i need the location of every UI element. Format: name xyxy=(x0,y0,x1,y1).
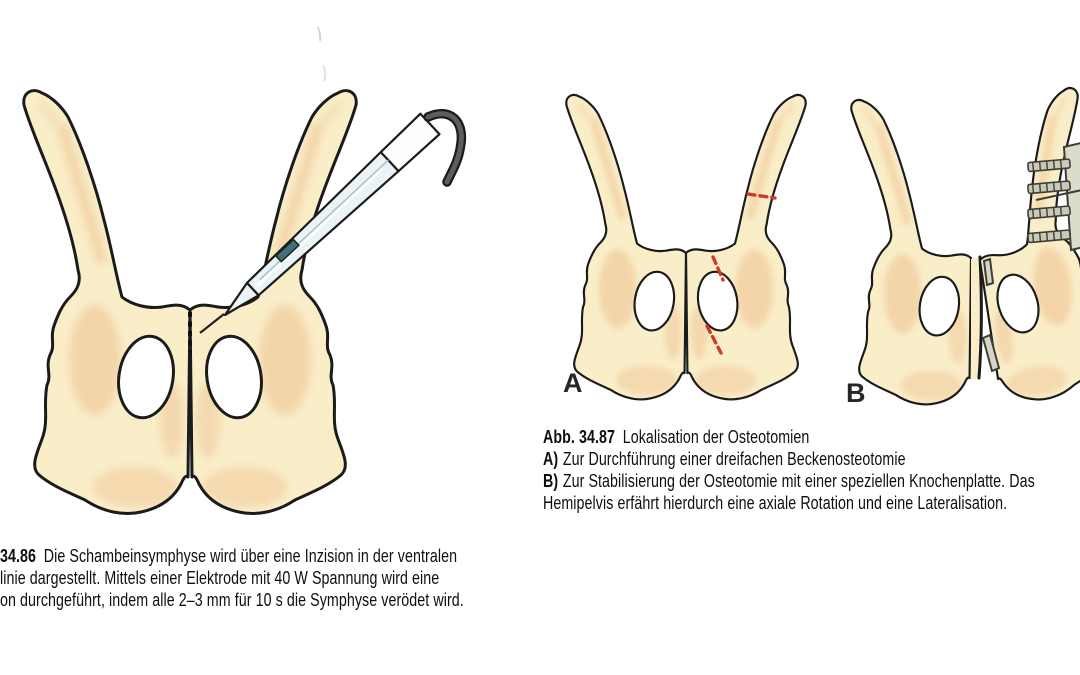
figure-34-86-illustration xyxy=(0,25,480,545)
panel-label-b: B xyxy=(846,378,866,408)
item-b-label: B) xyxy=(543,470,559,491)
figure-34-87-caption xyxy=(543,426,1080,514)
item-a-text: Zur Durchführung einer dreifachen Beckenosteotomie xyxy=(562,448,906,469)
caption-item-a xyxy=(543,448,956,470)
caption-number: Abb. 34.87 xyxy=(543,426,616,447)
pelvis-b-illustration xyxy=(851,87,1080,405)
item-a-label: A) xyxy=(543,448,559,469)
bone-screw xyxy=(1028,159,1071,172)
pelvis-a-illustration xyxy=(566,95,805,399)
caption-line xyxy=(543,426,956,448)
electrode-cable xyxy=(428,114,461,182)
caption-line xyxy=(0,545,458,567)
pelvis-b-left-half xyxy=(851,100,971,404)
pelvis-ventral-illustration xyxy=(24,91,357,514)
caption-title: Lokalisation der Osteotomien xyxy=(622,426,810,447)
caption-item-b xyxy=(543,470,1035,492)
pelvis-right-half xyxy=(190,91,356,514)
panel-label-a: A xyxy=(563,368,583,398)
caption-number: 34.86 xyxy=(0,545,37,566)
caption-text: Die Schambeinsymphyse wird über eine Inzision in der ventralen xyxy=(43,545,458,566)
figure-34-86-caption xyxy=(0,545,540,611)
caption-line: linie dargestellt. Mittels einer Elektrode mit 40 W Spannung wird eine xyxy=(0,567,440,588)
caption-item-b-continued: Hemipelvis erfährt hierdurch eine axiale Rotation und eine Lateralisation. xyxy=(543,492,1008,513)
caption-line: on durchgeführt, indem alle 2–3 mm für 10 s die Symphyse verödet wird. xyxy=(0,589,464,610)
item-b-text: Zur Stabilisierung der Osteotomie mit einer speziellen Knochenplatte. Das xyxy=(562,470,1035,491)
electrode-cap xyxy=(381,114,440,171)
pelvis-left-half xyxy=(24,91,190,514)
scan-artifact-marks xyxy=(318,27,325,81)
